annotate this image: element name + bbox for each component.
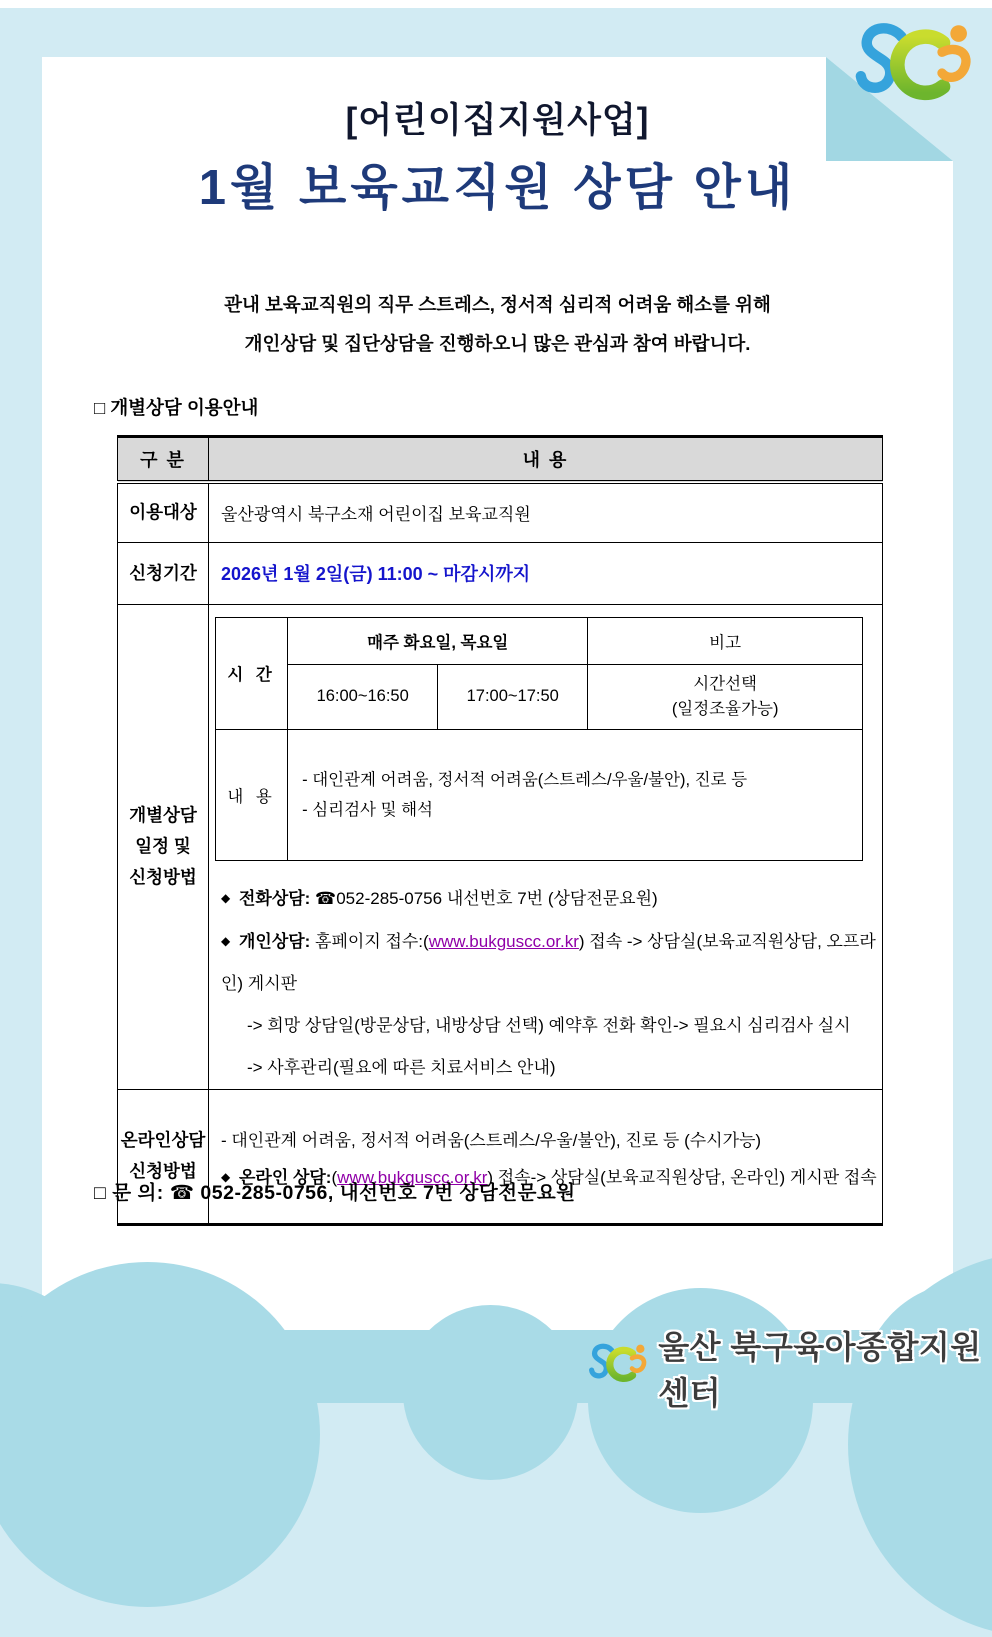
phone-counsel-text: ☎052-285-0756 내선번호 7번 (상담전문요원) xyxy=(315,888,658,908)
table-row-period xyxy=(118,542,883,604)
personal-counsel-label: 개인상담: xyxy=(238,931,316,951)
schedule-note-line1: 시간선택 xyxy=(693,674,757,693)
schedule-content-line1: - 대인관계 어려움, 정서적 어려움(스트레스/우울/불안), 진로 등 xyxy=(302,770,748,789)
center-logo-icon xyxy=(852,20,980,124)
schedule-slot-1: 16:00~16:50 xyxy=(288,664,438,729)
row-label-individual xyxy=(118,604,209,1089)
row-content-period xyxy=(209,542,883,604)
schedule-days-header: 매주 화요일, 목요일 xyxy=(288,617,588,664)
phone-counsel-line xyxy=(221,877,882,920)
table-header-row xyxy=(118,437,883,483)
diamond-bullet-icon: ◆ xyxy=(221,1169,231,1184)
online-apply-pre: ( xyxy=(331,1167,338,1187)
schedule-note-cell xyxy=(588,664,863,729)
row-content-target: 울산광역시 북구소재 어린이집 보육교직원 xyxy=(209,482,883,542)
document-page xyxy=(42,57,953,1403)
personal-counsel-step2: -> 희망 상담일(방문상담, 내방상담 선택) 예약후 전화 확인-> 필요시 심리검사 실시 xyxy=(247,1015,851,1035)
online-topic-line: - 대인관계 어려움, 정서적 어려움(스트레스/우울/불안), 진로 등 (수시가능) xyxy=(221,1130,762,1150)
personal-counsel-line xyxy=(221,920,882,1005)
schedule-content-label: 내 용 xyxy=(216,729,288,860)
schedule-slots-row xyxy=(216,664,863,729)
schedule-table xyxy=(215,617,863,861)
row-label-period: 신청기간 xyxy=(118,542,209,604)
row-label-online-line1: 온라인상담 xyxy=(120,1130,206,1150)
table-row-individual xyxy=(118,604,883,1089)
schedule-header-row xyxy=(216,617,863,664)
footer-org-name: 울산 북구육아종합지원센터 xyxy=(658,1329,982,1411)
info-table xyxy=(117,435,883,1226)
page-title: 1월 보육교직원 상담 안내 xyxy=(198,161,797,215)
footer-brand xyxy=(588,1322,992,1414)
schedule-slot-2: 17:00~17:50 xyxy=(438,664,588,729)
schedule-content-row xyxy=(216,729,863,860)
personal-counsel-post: ) 접속 -> 상담실(보육교직원상담, 오프라인) 게시판 xyxy=(221,931,876,993)
header-cell-category: 구 분 xyxy=(118,437,209,483)
personal-counsel-step3: -> 사후관리(필요에 따른 치료서비스 안내) xyxy=(247,1057,556,1077)
row-label-online-line2: 신청방법 xyxy=(129,1161,197,1181)
personal-counsel-pre: 홈페이지 접수:( xyxy=(315,931,429,951)
intro-paragraph xyxy=(42,285,953,363)
period-value: 2026년 1월 2일(금) 11:00 ~ 마감시까지 xyxy=(221,564,531,584)
schedule-content-line2: - 심리검사 및 해석 xyxy=(302,800,433,819)
row-label-target: 이용대상 xyxy=(118,482,209,542)
diamond-bullet-icon: ◆ xyxy=(221,933,231,948)
schedule-note-line2: (일정조율가능) xyxy=(671,699,779,718)
online-apply-post: ) 접속-> 상담실(보육교직원상담, 온라인) 게시판 접속 xyxy=(487,1167,877,1187)
row-label-individual-line3: 신청방법 xyxy=(129,867,197,887)
program-tag: [어린이집지원사업] xyxy=(345,101,650,140)
website-link[interactable]: www.bukguscc.or.kr xyxy=(428,931,579,951)
row-label-individual-line1: 개별상담 xyxy=(129,805,197,825)
schedule-note-header: 비고 xyxy=(588,617,863,664)
diamond-bullet-icon: ◆ xyxy=(221,890,231,905)
schedule-time-label: 시 간 xyxy=(216,617,288,729)
telephone-icon: ☎ xyxy=(169,1182,195,1204)
phone-counsel-label: 전화상담: xyxy=(238,888,316,908)
online-apply-label: 온라인 상담: xyxy=(238,1167,332,1187)
website-link[interactable]: www.bukguscc.or.kr xyxy=(337,1167,488,1187)
schedule-content-cell xyxy=(288,729,863,860)
header-cell-content: 내 용 xyxy=(209,437,883,483)
intro-line-1: 관내 보육교직원의 직무 스트레스, 정서적 심리적 어려움 해소를 위해 xyxy=(224,294,771,315)
inquiry-text: 052-285-0756, 내선번호 7번 상담전문요원 xyxy=(200,1182,576,1204)
inquiry-label: □ 문 의: xyxy=(94,1182,164,1204)
apply-method-block xyxy=(221,877,882,1089)
top-margin-strip xyxy=(0,0,992,8)
intro-line-2: 개인상담 및 집단상담을 진행하오니 많은 관심과 참여 바랍니다. xyxy=(244,333,751,354)
row-label-individual-line2: 일정 및 xyxy=(135,836,191,856)
section-heading: □ 개별상담 이용안내 xyxy=(94,397,259,418)
row-content-individual xyxy=(209,604,883,1089)
center-logo-icon xyxy=(588,1338,650,1398)
table-row-target xyxy=(118,482,883,542)
inquiry-line xyxy=(94,1177,576,1205)
